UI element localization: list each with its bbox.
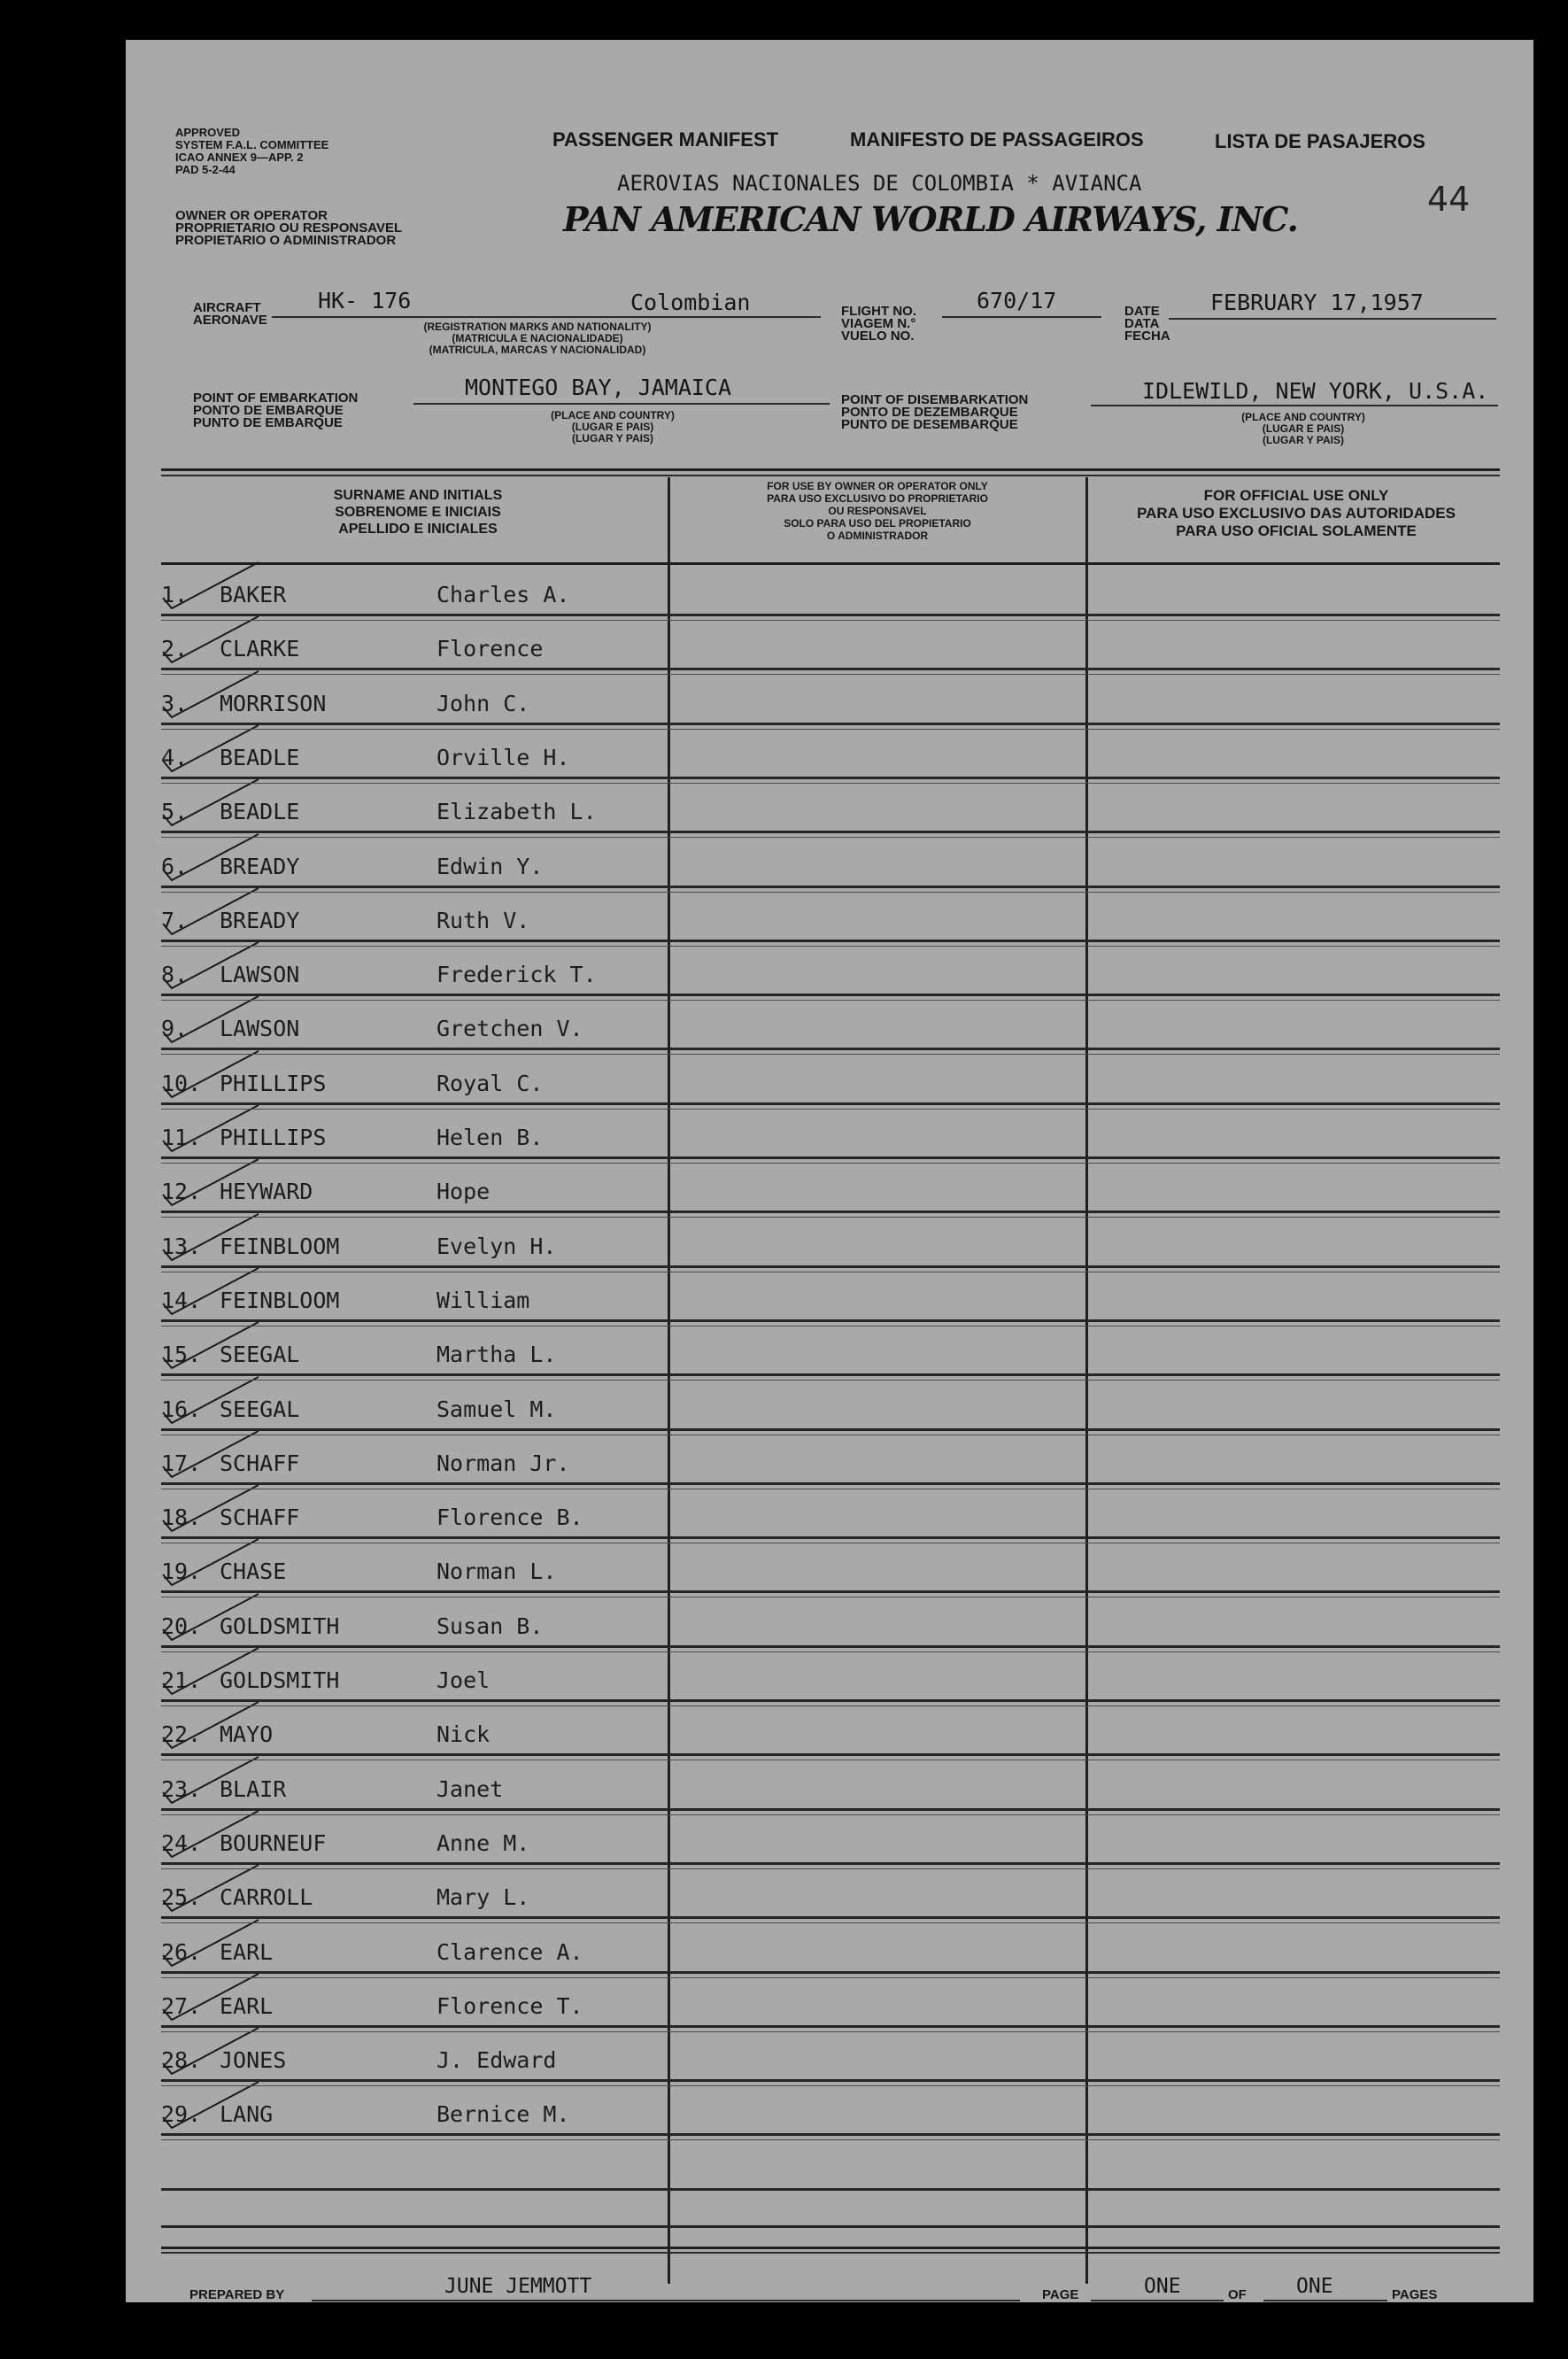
row-rule — [161, 1265, 1500, 1268]
passenger-given-name: Elizabeth L. — [436, 799, 597, 824]
column-divider-right — [1085, 477, 1088, 2284]
passenger-surname: PHILLIPS — [220, 1071, 327, 1096]
passenger-number: 28. — [161, 2047, 202, 2073]
flight-number: 670/17 — [977, 288, 1057, 313]
list-item — [161, 1501, 710, 1536]
aircraft-label-line: AIRCRAFT — [193, 300, 261, 315]
row-rule-secondary — [161, 620, 1500, 621]
passenger-number: 24. — [161, 1830, 202, 1856]
passenger-number: 8. — [161, 962, 189, 987]
column-header-line: SURNAME AND INITIALS — [333, 488, 503, 503]
passenger-number: 17. — [161, 1450, 202, 1476]
passenger-number: 19. — [161, 1558, 202, 1584]
date-label-line: FECHA — [1124, 329, 1170, 344]
passenger-surname: SCHAFF — [220, 1450, 300, 1476]
passenger-surname: BEADLE — [220, 799, 300, 824]
owner-label-line: OWNER OR OPERATOR — [175, 208, 328, 223]
row-rule — [161, 1971, 1500, 1974]
row-rule — [161, 614, 1500, 616]
aircraft-label-line: AERONAVE — [193, 313, 267, 328]
row-rule — [161, 1916, 1500, 1919]
passenger-given-name: Edwin Y. — [436, 854, 544, 879]
approval-line: PAD 5-2-44 — [175, 163, 236, 176]
row-rule-secondary — [161, 2031, 1500, 2032]
passenger-surname: LAWSON — [220, 962, 300, 987]
embarkation-sublabel — [462, 410, 763, 445]
passenger-given-name: Frederick T. — [436, 962, 597, 987]
column-header-line: SOBRENOME E INICIAIS — [335, 505, 501, 520]
passenger-surname: GOLDSMITH — [220, 1667, 340, 1693]
disembarkation-underline — [1091, 405, 1498, 406]
passenger-number: 23. — [161, 1776, 202, 1802]
row-rule — [161, 1862, 1500, 1865]
passenger-surname: MAYO — [220, 1721, 274, 1747]
passenger-surname: BEADLE — [220, 745, 300, 770]
row-rule — [161, 2133, 1500, 2136]
passenger-surname: SEEGAL — [220, 1342, 300, 1367]
embarkation-sub-line: (LUGAR E PAIS) — [571, 421, 654, 433]
passenger-number: 27. — [161, 1993, 202, 2019]
approval-line: ICAO ANNEX 9—APP. 2 — [175, 151, 304, 164]
row-rule — [161, 1048, 1500, 1050]
row-rule — [161, 1373, 1500, 1376]
passenger-given-name: Martha L. — [436, 1342, 557, 1367]
passenger-surname: BREADY — [220, 908, 300, 933]
column-header-bottom-rule — [161, 562, 1500, 565]
aircraft-nationality: Colombian — [630, 290, 751, 315]
embarkation-label — [193, 392, 358, 429]
passenger-given-name: Bernice M. — [436, 2101, 570, 2127]
passenger-given-name: Gretchen V. — [436, 1016, 583, 1041]
page-label: PAGE — [1042, 2287, 1079, 2302]
disembarkation-sub-line: (LUGAR E PAIS) — [1262, 422, 1345, 435]
list-item — [161, 958, 710, 994]
passenger-number: 1. — [161, 582, 189, 607]
list-item — [161, 1555, 710, 1590]
passenger-number: 26. — [161, 1939, 202, 1965]
row-rule — [161, 1210, 1500, 1213]
passenger-number: 3. — [161, 691, 189, 716]
row-rule — [161, 1428, 1500, 1431]
passenger-surname: CHASE — [220, 1558, 287, 1584]
list-item — [161, 904, 710, 940]
embarkation-sub-line: (PLACE AND COUNTRY) — [551, 409, 675, 422]
list-item — [161, 2044, 710, 2079]
prepared-by-label: PREPARED BY — [189, 2287, 285, 2302]
aircraft-sub-line: (REGISTRATION MARKS AND NATIONALITY) — [423, 321, 652, 333]
table-top-rule — [161, 468, 1500, 471]
passenger-given-name: Evelyn H. — [436, 1234, 557, 1259]
passenger-number: 12. — [161, 1179, 202, 1204]
flight-label-line: VUELO NO. — [841, 329, 915, 344]
passenger-given-name: Clarence A. — [436, 1939, 583, 1965]
of-underline — [1263, 2300, 1387, 2301]
list-item — [161, 687, 710, 723]
disembarkation-label-line: PONTO DE DEZEMBARQUE — [841, 405, 1018, 420]
row-rule — [161, 1645, 1500, 1648]
aircraft-label — [193, 302, 267, 327]
aircraft-sub-line: (MATRICULA, MARCAS Y NACIONALIDAD) — [429, 344, 646, 356]
prepared-by-underline — [312, 2300, 1020, 2301]
column-header-line: APELLIDO E INICIALES — [338, 522, 498, 537]
row-rule — [161, 1156, 1500, 1159]
row-rule — [161, 886, 1500, 888]
owner-label-line: PROPIETARIO O ADMINISTRADOR — [175, 233, 397, 248]
row-rule-secondary — [161, 1814, 1500, 1815]
prepared-by-name: JUNE JEMMOTT — [444, 2275, 592, 2298]
passenger-surname: LAWSON — [220, 1016, 300, 1041]
row-rule — [161, 1590, 1500, 1593]
passenger-surname: EARL — [220, 1939, 274, 1965]
passenger-surname: LANG — [220, 2101, 274, 2127]
row-rule-secondary — [161, 2139, 1500, 2140]
date-label — [1124, 306, 1170, 343]
table-bottom-rule-secondary — [161, 2252, 1500, 2254]
column-header-line: PARA USO EXCLUSIVO DO PROPRIETARIO — [767, 492, 988, 505]
passenger-surname: SEEGAL — [220, 1396, 300, 1422]
row-rule-secondary — [161, 2085, 1500, 2086]
passenger-given-name: Nick — [436, 1721, 490, 1747]
row-rule-secondary — [161, 837, 1500, 838]
approval-line: SYSTEM F.A.L. COMMITTEE — [175, 138, 329, 151]
list-item — [161, 1230, 710, 1265]
column-header-line: SOLO PARA USO DEL PROPIETARIO — [784, 517, 971, 530]
embarkation-label-line: PUNTO DE EMBARQUE — [193, 415, 343, 430]
disembarkation-label-line: PUNTO DE DESEMBARQUE — [841, 417, 1018, 432]
passenger-number: 25. — [161, 1884, 202, 1910]
passenger-given-name: J. Edward — [436, 2047, 557, 2073]
row-rule — [161, 723, 1500, 725]
date-label-line: DATA — [1124, 316, 1160, 331]
passenger-given-name: Hope — [436, 1179, 490, 1204]
aircraft-sub-line: (MATRICULA E NACIONALIDADE) — [452, 332, 623, 344]
owner-label-block — [175, 210, 402, 247]
column-header-line: FOR USE BY OWNER OR OPERATOR ONLY — [767, 480, 988, 492]
passenger-surname: HEYWARD — [220, 1179, 313, 1204]
passenger-number: 13. — [161, 1234, 202, 1259]
list-item — [161, 1067, 710, 1102]
list-item — [161, 1447, 710, 1482]
row-rule — [161, 1808, 1500, 1811]
passenger-number: 7. — [161, 908, 189, 933]
passenger-number: 11. — [161, 1125, 202, 1150]
approval-block — [175, 127, 328, 176]
column-header-surname — [241, 487, 595, 538]
list-item — [161, 850, 710, 886]
passenger-surname: EARL — [220, 1993, 274, 2019]
operator-printed: PAN AMERICAN WORLD AIRWAYS, INC. — [563, 199, 1298, 239]
passenger-given-name: Susan B. — [436, 1613, 544, 1639]
row-rule — [161, 1753, 1500, 1756]
list-item — [161, 1718, 710, 1753]
passenger-given-name: Helen B. — [436, 1125, 544, 1150]
passenger-given-name: Norman Jr. — [436, 1450, 570, 1476]
row-rule-secondary — [161, 1705, 1500, 1706]
row-rule — [161, 831, 1500, 833]
column-header-line: O ADMINISTRADOR — [826, 530, 929, 542]
passenger-given-name: Anne M. — [436, 1830, 530, 1856]
embarkation-value: MONTEGO BAY, JAMAICA — [465, 375, 732, 400]
row-rule — [161, 1319, 1500, 1322]
row-rule-secondary — [161, 1217, 1500, 1218]
list-item — [161, 632, 710, 668]
passenger-given-name: Samuel M. — [436, 1396, 557, 1422]
passenger-given-name: Florence B. — [436, 1504, 583, 1530]
aircraft-underline — [272, 316, 821, 318]
passenger-surname: BAKER — [220, 582, 287, 607]
list-item — [161, 1936, 710, 1971]
flight-label — [841, 306, 916, 343]
pages-label: PAGES — [1392, 2287, 1438, 2302]
of-label: OF — [1228, 2287, 1247, 2302]
passenger-surname: FEINBLOOM — [220, 1234, 340, 1259]
disembarkation-sub-line: (LUGAR Y PAIS) — [1262, 434, 1344, 446]
column-header-line: OU RESPONSAVEL — [828, 505, 927, 517]
passenger-number: 18. — [161, 1504, 202, 1530]
passenger-given-name: Joel — [436, 1667, 490, 1693]
row-rule-secondary — [161, 1163, 1500, 1164]
row-rule-secondary — [161, 1109, 1500, 1110]
passenger-number: 15. — [161, 1342, 202, 1367]
list-item — [161, 1175, 710, 1210]
flight-label-line: FLIGHT NO. — [841, 304, 916, 319]
row-rule — [161, 2225, 1500, 2228]
page-underline — [1091, 2300, 1224, 2301]
passenger-number: 9. — [161, 1016, 189, 1041]
row-rule — [161, 2025, 1500, 2028]
list-item — [161, 795, 710, 831]
passenger-surname: CLARKE — [220, 636, 300, 661]
of-value: ONE — [1296, 2275, 1333, 2298]
list-item — [161, 1773, 710, 1808]
list-item — [161, 1664, 710, 1699]
passenger-number: 14. — [161, 1288, 202, 1313]
passenger-number: 6. — [161, 854, 189, 879]
approval-line: APPROVED — [175, 126, 240, 139]
disembarkation-label-line: POINT OF DISEMBARKATION — [841, 392, 1029, 407]
row-rule-secondary — [161, 1651, 1500, 1652]
date-underline — [1169, 318, 1496, 320]
embarkation-label-line: PONTO DE EMBARQUE — [193, 403, 344, 418]
list-item — [161, 1990, 710, 2025]
row-rule — [161, 2079, 1500, 2082]
list-item — [161, 578, 710, 614]
row-rule-secondary — [161, 892, 1500, 893]
passenger-given-name: William — [436, 1288, 530, 1313]
column-header-line: PARA USO EXCLUSIVO DAS AUTORIDADES — [1137, 505, 1456, 522]
row-rule — [161, 994, 1500, 996]
list-item — [161, 2098, 710, 2133]
row-rule — [161, 1102, 1500, 1105]
passenger-given-name: Mary L. — [436, 1884, 530, 1910]
passenger-surname: BREADY — [220, 854, 300, 879]
passenger-surname: CARROLL — [220, 1884, 313, 1910]
passenger-given-name: Charles A. — [436, 582, 570, 607]
passenger-number: 21. — [161, 1667, 202, 1693]
row-rule-secondary — [161, 946, 1500, 947]
passenger-number: 10. — [161, 1071, 202, 1096]
embarkation-underline — [413, 403, 830, 405]
row-rule-secondary — [161, 1054, 1500, 1055]
passenger-given-name: Ruth V. — [436, 908, 530, 933]
row-rule — [161, 1699, 1500, 1702]
passenger-surname: BOURNEUF — [220, 1830, 327, 1856]
embarkation-sub-line: (LUGAR Y PAIS) — [571, 432, 653, 445]
column-header-line: FOR OFFICIAL USE ONLY — [1203, 487, 1389, 504]
list-item — [161, 1881, 710, 1916]
passenger-number: 20. — [161, 1613, 202, 1639]
row-rule-secondary — [161, 1922, 1500, 1923]
passenger-surname: MORRISON — [220, 691, 327, 716]
title-en: PASSENGER MANIFEST — [552, 128, 779, 151]
row-rule — [161, 1536, 1500, 1539]
passenger-surname: JONES — [220, 2047, 287, 2073]
title-pt: MANIFESTO DE PASSAGEIROS — [850, 128, 1144, 151]
row-rule — [161, 668, 1500, 670]
embarkation-label-line: POINT OF EMBARKATION — [193, 391, 359, 406]
column-header-line: PARA USO OFICIAL SOLAMENTE — [1176, 522, 1417, 539]
operator-typed: AEROVIAS NACIONALES DE COLOMBIA * AVIANCA — [617, 171, 1142, 196]
flight-label-line: VIAGEM N.° — [841, 316, 916, 331]
passenger-number: 4. — [161, 745, 189, 770]
row-rule — [161, 1482, 1500, 1485]
passenger-given-name: John C. — [436, 691, 530, 716]
passenger-given-name: Florence T. — [436, 1993, 583, 2019]
table-top-rule-secondary — [161, 475, 1500, 476]
manifest-sheet — [126, 40, 1533, 2302]
passenger-surname: FEINBLOOM — [220, 1288, 340, 1313]
disembarkation-sub-line: (PLACE AND COUNTRY) — [1241, 411, 1365, 423]
title-es: LISTA DE PASAJEROS — [1215, 130, 1425, 152]
passenger-given-name: Florence — [436, 636, 544, 661]
passenger-surname: SCHAFF — [220, 1504, 300, 1530]
flight-underline — [942, 316, 1101, 318]
passenger-given-name: Orville H. — [436, 745, 570, 770]
passenger-given-name: Norman L. — [436, 1558, 557, 1584]
aircraft-sublabel — [329, 321, 745, 356]
page-number-handwritten: 44 — [1427, 180, 1471, 219]
list-item — [161, 1121, 710, 1156]
passenger-number: 2. — [161, 636, 189, 661]
row-rule — [161, 777, 1500, 779]
passenger-given-name: Royal C. — [436, 1071, 544, 1096]
list-item — [161, 1284, 710, 1319]
list-item — [161, 1827, 710, 1862]
passenger-given-name: Janet — [436, 1776, 504, 1802]
date-value: FEBRUARY 17,1957 — [1210, 290, 1424, 315]
passenger-surname: BLAIR — [220, 1776, 287, 1802]
passenger-number: 5. — [161, 799, 189, 824]
row-rule — [161, 2188, 1500, 2191]
list-item — [161, 1610, 710, 1645]
row-rule — [161, 940, 1500, 942]
row-rule-secondary — [161, 729, 1500, 730]
row-rule-secondary — [161, 1868, 1500, 1869]
row-rule-secondary — [161, 674, 1500, 675]
column-header-official-use — [1093, 487, 1500, 540]
date-label-line: DATE — [1124, 304, 1160, 319]
owner-label-line: PROPRIETARIO OU RESPONSAVEL — [175, 220, 403, 236]
row-rule-secondary — [161, 1000, 1500, 1001]
disembarkation-value: IDLEWILD, NEW YORK, U.S.A. — [1142, 378, 1489, 404]
passenger-number: 16. — [161, 1396, 202, 1422]
page-value: ONE — [1144, 2275, 1181, 2298]
table-bottom-rule — [161, 2247, 1500, 2249]
disembarkation-label — [841, 394, 1028, 431]
column-header-owner-use — [673, 480, 1082, 542]
list-item — [161, 741, 710, 777]
passenger-surname: GOLDSMITH — [220, 1613, 340, 1639]
list-item — [161, 1338, 710, 1373]
row-rule-secondary — [161, 1380, 1500, 1381]
disembarkation-sublabel — [1157, 412, 1449, 446]
list-item — [161, 1393, 710, 1428]
passenger-surname: PHILLIPS — [220, 1125, 327, 1150]
aircraft-registration: HK- 176 — [318, 288, 412, 313]
row-rule-secondary — [161, 783, 1500, 784]
list-item — [161, 1012, 710, 1048]
passenger-number: 29. — [161, 2101, 202, 2127]
row-rule-secondary — [161, 1977, 1500, 1978]
passenger-number: 22. — [161, 1721, 202, 1747]
